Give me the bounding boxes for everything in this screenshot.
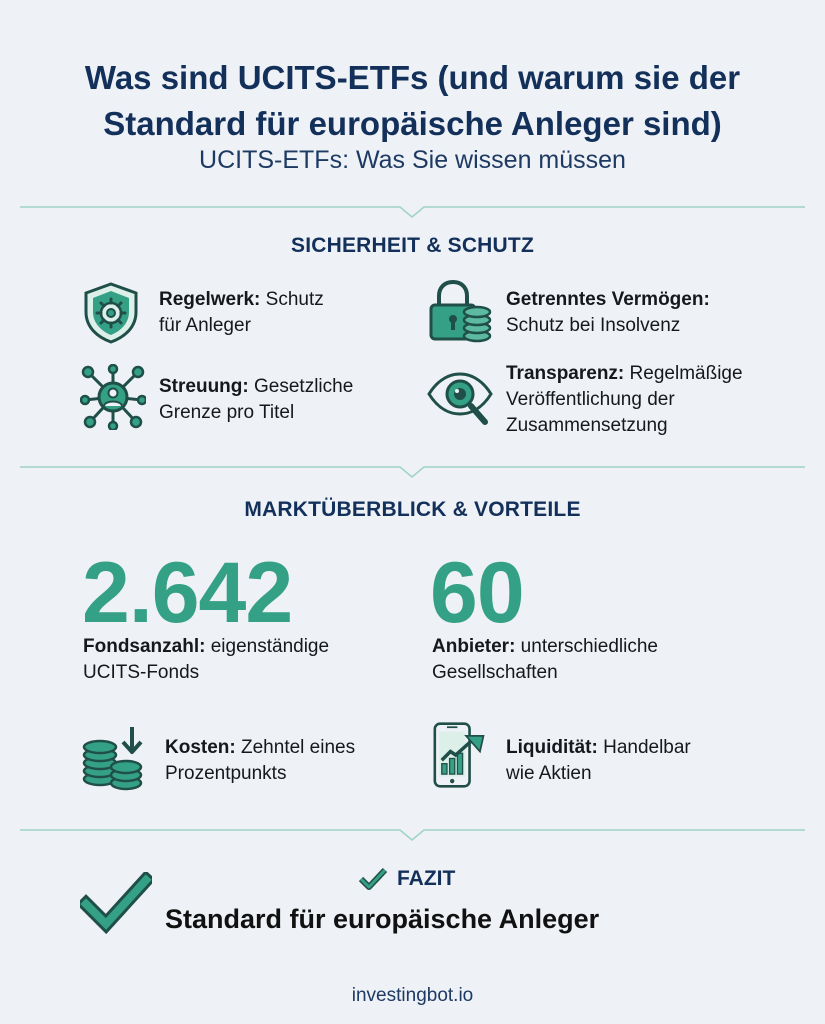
item-streuung-label: Streuung: (159, 376, 249, 397)
item-kosten-text: Zehntel eines (235, 737, 356, 758)
shield-gear-icon (78, 280, 144, 346)
item-regelwerk-label: Regelwerk: (159, 289, 261, 310)
stat-value-fondsanzahl: 2.642 (82, 545, 293, 641)
stat-fondsanzahl-text-2: UCITS-Fonds (83, 662, 200, 683)
item-getrenntes-vermoegen (506, 287, 710, 339)
item-kosten-label: Kosten: (165, 737, 236, 758)
fazit-text: Standard für europäische Anleger (165, 904, 600, 934)
item-transparenz (506, 361, 743, 439)
fazit-label: FAZIT (397, 867, 456, 890)
item-getrenntes-vermoegen-text: Schutz bei Insolvenz (506, 315, 681, 336)
page-title (0, 55, 825, 147)
stat-fondsanzahl-text: eigenständige (205, 636, 330, 657)
small-check-icon (358, 866, 388, 892)
stat-fondsanzahl-label: Fondsanzahl: (83, 636, 206, 657)
eye-magnifier-icon (427, 364, 493, 430)
item-streuung (159, 374, 353, 426)
item-liquiditaet-text: Handelbar (597, 737, 691, 758)
item-transparenz-text-2: Veröffentlichung der (506, 389, 675, 410)
lock-coins-icon (427, 278, 493, 344)
title-line-2: Standard für europäische Anleger sind) (103, 105, 722, 142)
item-liquiditaet-text-2: wie Aktien (506, 763, 592, 784)
title-line-1: Was sind UCITS-ETFs (und warum sie der (84, 59, 741, 96)
item-transparenz-text: Regelmäßige (624, 363, 743, 384)
item-regelwerk-text-2: für Anleger (159, 315, 251, 336)
stat-anbieter-text: unterschiedliche (515, 636, 658, 657)
item-kosten-text-2: Prozentpunkts (165, 763, 287, 784)
item-regelwerk (159, 287, 324, 339)
section-divider (20, 826, 805, 842)
stat-anbieter (432, 634, 658, 686)
section-divider (20, 203, 805, 219)
section-heading-market: MARKTÜBERBLICK & VORTEILE (244, 498, 581, 521)
stat-value-anbieter: 60 (430, 545, 524, 641)
page-subtitle: UCITS-ETFs: Was Sie wissen müssen (199, 146, 626, 174)
coins-down-arrow-icon (80, 725, 146, 791)
item-transparenz-text-3: Zusammensetzung (506, 415, 668, 436)
item-liquiditaet-label: Liquidität: (506, 737, 598, 758)
item-liquiditaet (506, 735, 691, 787)
item-streuung-text: Gesetzliche (248, 376, 354, 397)
item-streuung-text-2: Grenze pro Titel (159, 402, 295, 423)
stat-anbieter-label: Anbieter: (432, 636, 516, 657)
footer-brand: investingbot.io (351, 985, 474, 1006)
item-transparenz-label: Transparenz: (506, 363, 625, 384)
stat-fondsanzahl (83, 634, 329, 686)
item-kosten (165, 735, 355, 787)
large-check-icon (80, 872, 152, 934)
stat-anbieter-text-2: Gesellschaften (432, 662, 558, 683)
section-heading-security: SICHERHEIT & SCHUTZ (291, 234, 534, 257)
network-user-icon (80, 364, 146, 430)
phone-chart-icon (427, 722, 493, 788)
section-divider (20, 463, 805, 479)
item-getrenntes-vermoegen-label: Getrenntes Vermögen: (506, 289, 710, 310)
item-regelwerk-text: Schutz (260, 289, 324, 310)
